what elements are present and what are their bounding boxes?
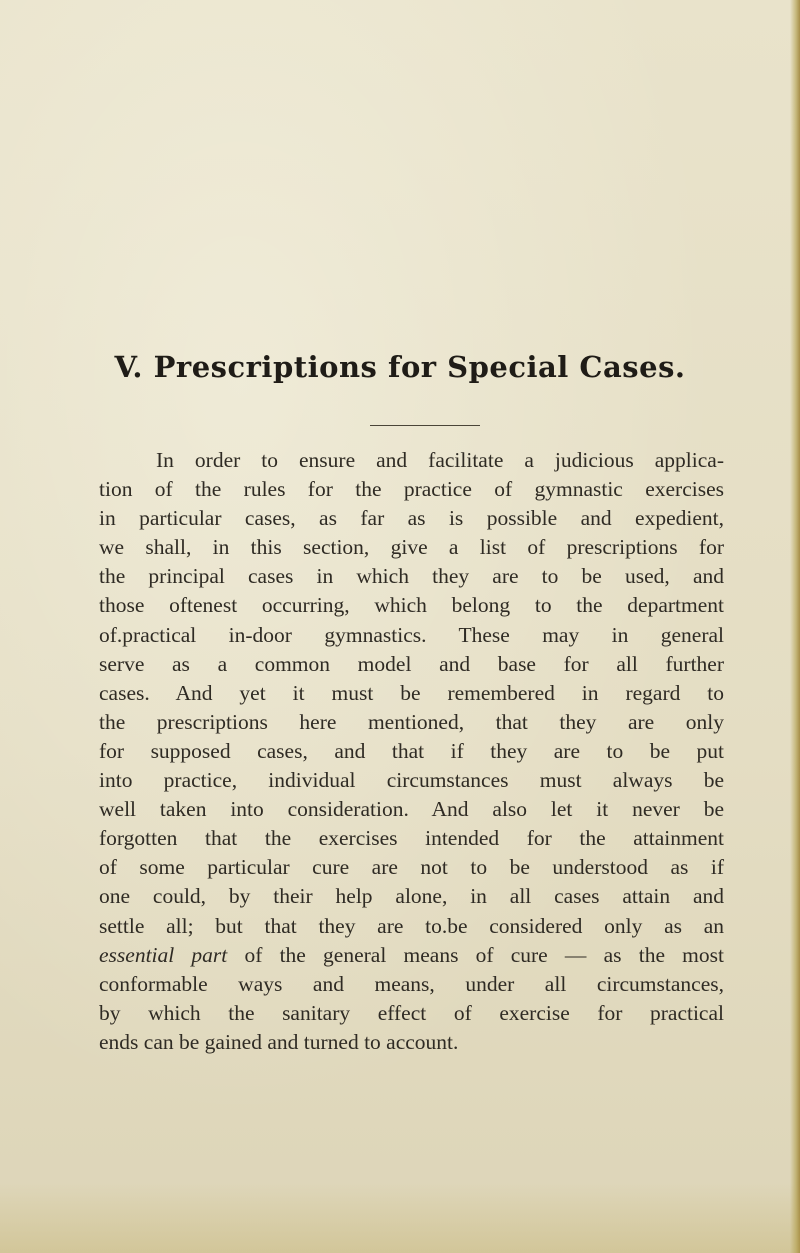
text-line: the prescriptions here mentioned, that they are only <box>99 709 724 734</box>
text-line: one could, by their help alone, in all cases attain and <box>99 884 724 909</box>
section-heading: V. Prescriptions for Special Cases. <box>114 350 686 384</box>
text-line: tion of the rules for the practice of gymnastic exercises <box>99 477 724 502</box>
text-line: conformable ways and means, under all circumstances, <box>99 971 724 996</box>
text-line-rest: of the general means of cure — as the most <box>244 942 724 967</box>
text-line: forgotten that the exercises intended for the attainment <box>99 826 724 851</box>
text-line: In order to ensure and facilitate a judicious applica- <box>156 448 724 472</box>
text-line: of.practical in-door gymnastics. These may in general <box>99 622 724 647</box>
body-paragraph <box>99 446 724 1057</box>
text-line-with-emphasis <box>99 941 724 970</box>
text-line: for supposed cases, and that if they are to be put <box>99 738 724 763</box>
text-line: in particular cases, as far as is possible and expedient, <box>99 506 724 531</box>
text-line: well taken into consideration. And also let it never be <box>99 797 724 822</box>
text-line: those oftenest occurring, which belong to the department <box>99 593 724 618</box>
page-edge-right <box>790 0 800 1253</box>
text-line: the principal cases in which they are to be used, and <box>99 564 724 589</box>
text-line: ends can be gained and turned to account. <box>99 1029 459 1054</box>
text-line: serve as a common model and base for all further <box>99 651 724 676</box>
text-line: by which the sanitary effect of exercise for practical <box>99 1000 724 1025</box>
text-line: into practice, individual circumstances must always be <box>99 768 724 793</box>
text-line: we shall, in this section, give a list of prescriptions for <box>99 535 724 560</box>
text-line: of some particular cure are not to be understood as if <box>99 855 724 880</box>
text-line: cases. And yet it must be remembered in regard to <box>99 680 724 705</box>
emphasis-text: essential part <box>99 942 228 967</box>
heading-rule <box>370 425 480 426</box>
text-line: settle all; but that they are to.be considered only as an <box>99 913 724 938</box>
page-edge-bottom <box>0 1183 800 1253</box>
